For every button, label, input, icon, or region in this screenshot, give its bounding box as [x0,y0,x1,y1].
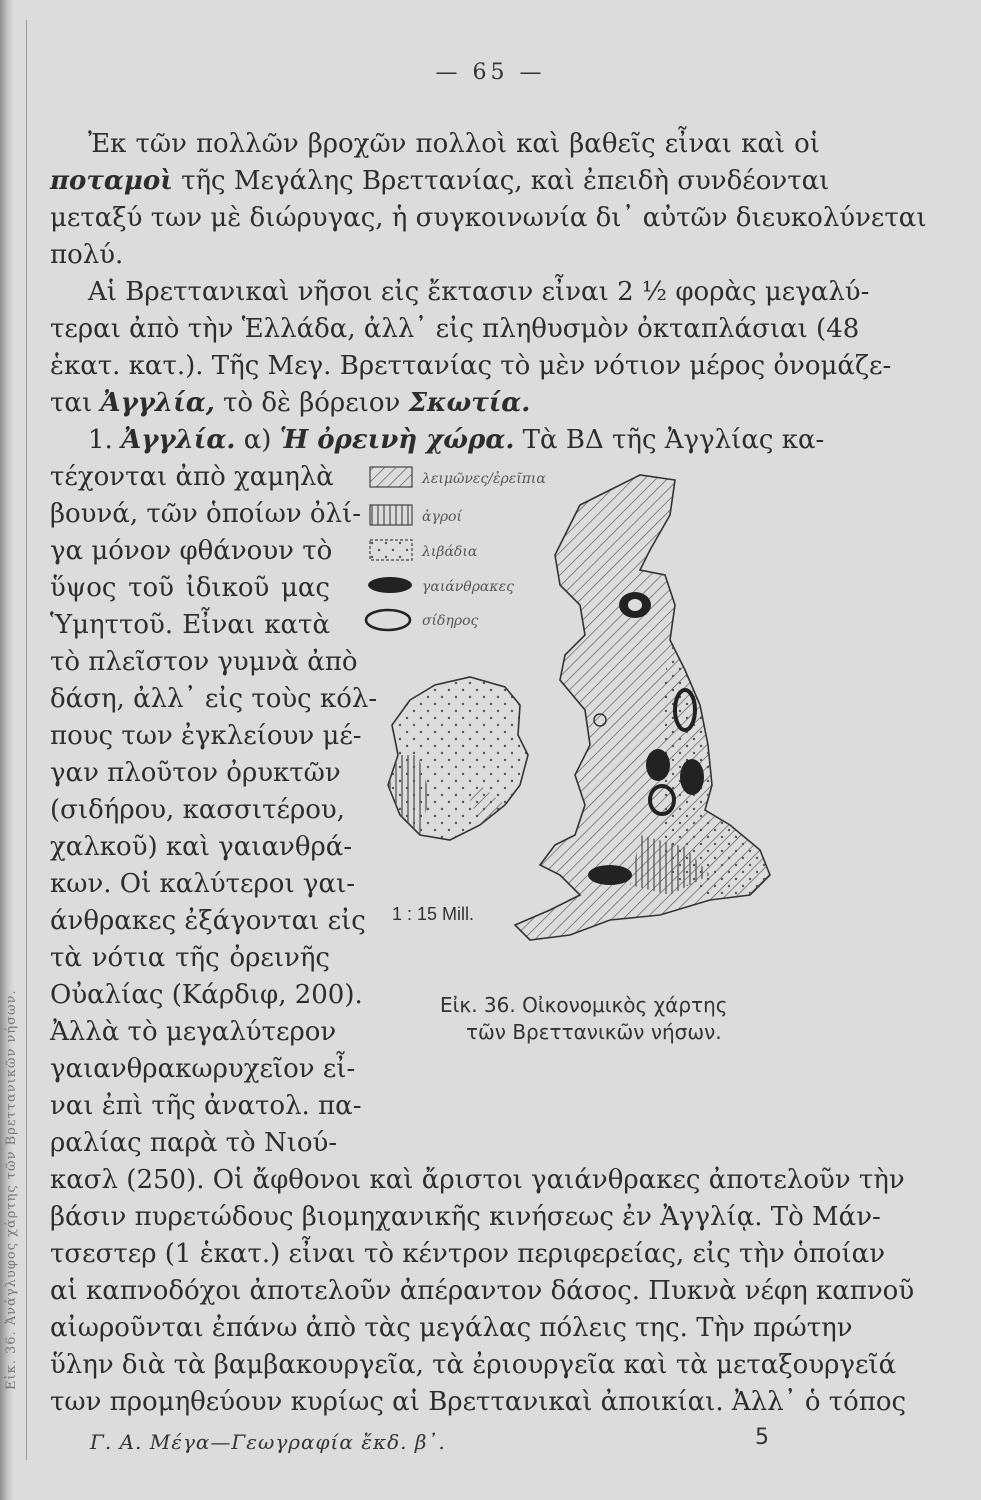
text-line: τσεστερ (1 ἑκατ.) εἶναι τὸ κέντρον περιφερείας, εἰς τὴν ὁποίαν [50,1239,886,1269]
text-line: βάσιν πυρετώδους βιομηχανικῆς κινήσεως ἐν Ἀγγλίᾳ. Τὸ Μάν- [50,1202,881,1232]
dotted-swatch [370,540,412,560]
column-line: ὕψος τοῦ ἰδικοῦ μας [50,573,330,603]
text-line [50,163,830,199]
text-span: 1. [88,425,122,455]
text-line: κασλ (250). Οἱ ἄφθονοι καὶ ἄριστοι γαιάνθρακες ἀποτελοῦν τὴν [50,1165,905,1195]
column-line: (σιδήρου, κασσιτέρου, [50,795,345,825]
text-line [88,126,820,162]
bold-term: Ἡ ὀρεινὴ χώρα. [279,425,515,455]
text-span: ται [50,388,101,418]
column-line: Ἀλλὰ τὸ μεγαλύτερον [50,1017,337,1047]
column-line: τὸ πλεῖστον γυμνὰ ἀπὸ [50,647,358,677]
text-line: αἱ καπνοδόχοι ἀποτελοῦν ἀπέραντον δάσος. Πυκνὰ νέφη καπνοῦ [50,1276,915,1306]
text-span: Τὰ ΒΔ τῆς Ἀγγλίας κα- [514,425,825,455]
column-line: κων. Οἱ καλύτεροι γαι- [50,869,355,899]
text-line: ὕλην διὰ τὰ βαμβακουργεῖα, τὰ ἐριουργεῖα καὶ τὰ μεταξουργεῖά [50,1350,897,1380]
legend-label: λειμῶνες/ἐρεῖπια [422,471,546,487]
map-scale: 1 : 15 Mill. [392,904,475,924]
economic-map [340,455,820,955]
column-line: τέχονται ἀπὸ χαμηλὰ [50,462,334,492]
column-line: άνθρακες ἐξάγονται εἰς [50,906,366,936]
bold-term: ποταμοὶ [50,166,173,196]
coal-field-marker [588,865,632,885]
figure-caption-line1: Εἰκ. 36. Οἰκονομικὸς χάρτης [440,993,728,1017]
text-span: Ἐκ τῶν πολλῶν βροχῶν πολλοὶ καὶ βαθεῖς εἶναι καὶ οἱ [88,129,820,159]
coal-field-marker [646,749,670,781]
column-line: ραλίας παρὰ τὸ Νιού- [50,1128,338,1158]
column-line: βουνά, τῶν ὁποίων ὀλί- [50,499,362,529]
text-line: ἑκατ. κατ.). Τῆς Μεγ. Βρεττανίας τὸ μὲν νότιον μέρος ὀνομάζε- [50,351,892,381]
hatch-vertical-swatch [370,505,412,525]
column-line: πους των ἐγκλείουν μέ- [50,721,362,751]
bold-term: Σκωτία. [408,388,531,418]
text-line: αἰωροῦνται ἐπάνω ἀπὸ τὰς μεγάλας πόλεις της. Τὴν πρώτην [50,1313,853,1343]
spine-text: Εἰκ. 36. Ἀνάγλυφος χάρτης τῶν Βρεττανικῶν νήσων. [4,989,19,1390]
column-line: τὰ νότια τῆς ὀρεινῆς [50,943,330,973]
text-span: α) [235,425,280,455]
text-line: τεραι ἀπὸ τὴν Ἑλλάδα, ἀλλ᾿ εἰς πληθυσμὸν ὀκταπλάσιαι (48 [50,314,860,344]
figure-caption-line2: τῶν Βρεττανικῶν νήσων. [466,1020,722,1044]
outline-blob-swatch [366,610,410,630]
gutter-line [26,20,27,1460]
column-line: Οὐαλίας (Κάρδιφ, 200). [50,980,363,1010]
hatch-diagonal-swatch [370,467,412,487]
signature-number: 5 [755,1425,769,1450]
column-line: δάση, ἀλλ᾿ εἰς τοὺς κόλ- [50,684,378,714]
text-line: πολύ. [50,240,124,270]
text-line [88,422,825,458]
footer-citation: Γ. Α. Μέγα—Γεωγραφία ἔκδ. β᾿. [90,1430,446,1454]
black-blob-swatch [368,577,412,593]
text-line: των προμηθεύουν κυρίως αἱ Βρεττανικαὶ ἀποικίαι. Ἀλλ᾿ ὁ τόπος [50,1387,907,1417]
page-number: — 65 — [435,60,546,85]
bold-term: Ἀγγλία. [121,425,236,455]
text-span: τῆς Μεγάλης Βρεττανίας, καὶ ἐπειδὴ συνδέονται [172,166,830,196]
column-line: γα μόνον φθάνουν τὸ [50,536,333,566]
legend-label: γαιάνθρακες [422,579,514,595]
bold-term: Ἀγγλία, [100,388,215,418]
legend-label: σίδηρος [422,613,479,629]
map-legend [366,467,546,630]
text-span: τὸ δὲ βόρειον [214,388,409,418]
column-line: ναι ἐπὶ τῆς ἀνατολ. πα- [50,1091,362,1121]
column-line: Ὑμηττοῦ. Εἶναι κατὰ [50,610,330,640]
text-line [50,385,820,421]
column-line: χαλκοῦ) καὶ γαιανθρά- [50,832,353,862]
column-line: γαν πλοῦτον ὀρυκτῶν [50,758,341,788]
legend-label: λιβάδια [422,544,478,560]
iron-marker [628,599,642,611]
text-line: Αἱ Βρεττανικαὶ νῆσοι εἰς ἔκτασιν εἶναι 2 ½ φορὰς μεγαλύ- [88,277,870,307]
legend-label: ἀγροί [422,509,462,525]
column-line: γαιανθρακωρυχεῖον εἶ- [50,1054,356,1084]
text-line: μεταξύ των μὲ διώρυγας, ἡ συγκοινωνία δι᾿ αὐτῶν διευκολύνεται [50,203,927,233]
coal-field-marker [680,759,704,795]
